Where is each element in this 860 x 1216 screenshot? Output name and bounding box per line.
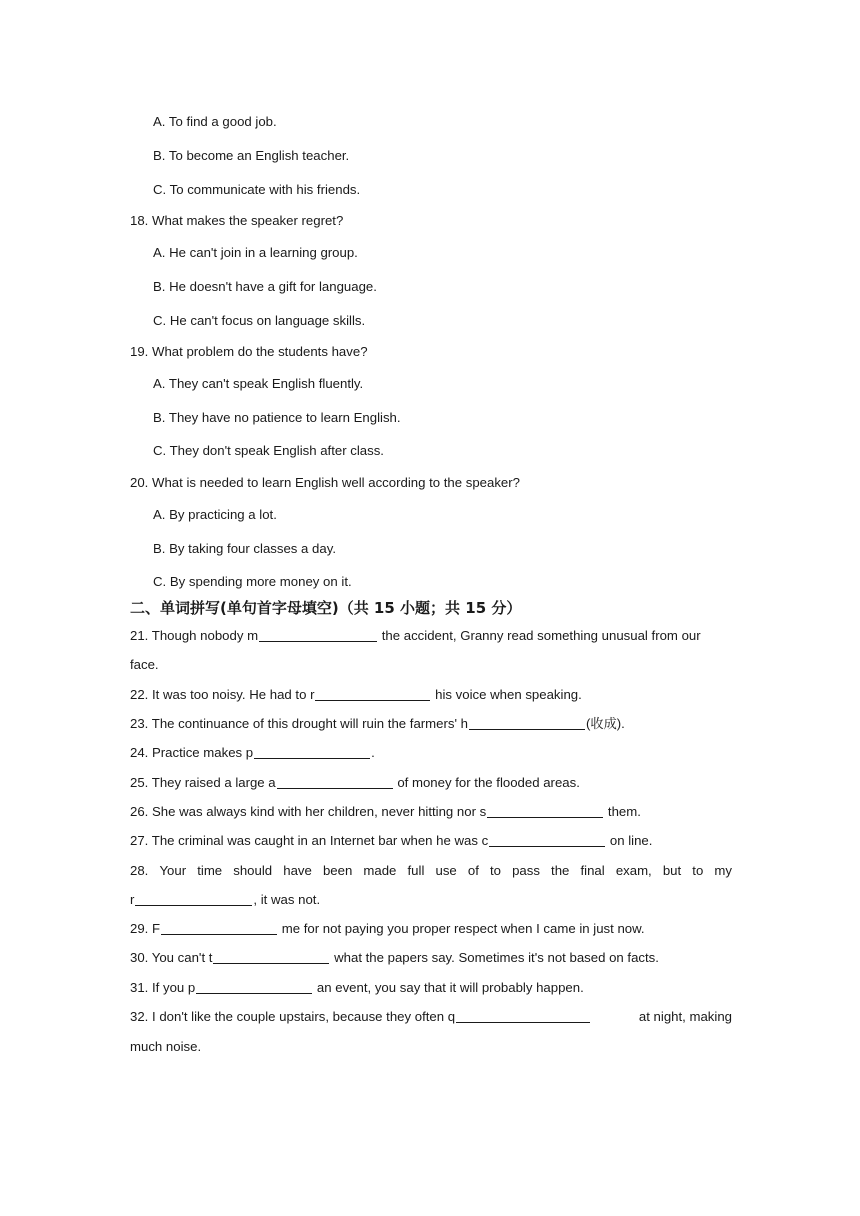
q28-word: Your	[159, 863, 187, 878]
q22-text-b: his voice when speaking.	[435, 687, 582, 702]
q25-text-b: of money for the flooded areas.	[397, 775, 580, 790]
q20-option-b: B. By taking four classes a day.	[153, 541, 337, 556]
q28-word: time	[197, 863, 223, 878]
q32-text-b: at night, making	[638, 1009, 732, 1024]
q18-question: 18. What makes the speaker regret?	[130, 213, 344, 228]
q32-part-1	[130, 1009, 591, 1025]
q32-text-a: 32. I don't like the couple upstairs, because they often q	[130, 1009, 456, 1024]
q19-question: 19. What problem do the students have?	[130, 344, 368, 359]
q28-line-2	[130, 892, 320, 908]
q20-option-c: C. By spending more money on it.	[153, 574, 352, 589]
q20-question: 20. What is needed to learn English well according to the speaker?	[130, 475, 520, 490]
q23-text-b: (收成).	[586, 716, 625, 731]
q28-word: final	[580, 863, 605, 878]
q26-text-b: them.	[607, 804, 641, 819]
q28-word: made	[363, 863, 397, 878]
q23-blank[interactable]	[469, 717, 585, 730]
q27-text-b: on line.	[609, 833, 653, 848]
q28-word: to	[692, 863, 704, 878]
q30-blank[interactable]	[213, 951, 329, 964]
q28-word: my	[714, 863, 732, 878]
q22-text-a: 22. It was too noisy. He had to r	[130, 687, 315, 702]
q21-line-1	[130, 628, 701, 644]
q19-option-a: A. They can't speak English fluently.	[153, 376, 364, 391]
q24-text-b: .	[371, 745, 375, 760]
q28-word: of	[467, 863, 479, 878]
q23-line	[130, 716, 625, 732]
q18-option-b: B. He doesn't have a gift for language.	[153, 279, 377, 294]
q29-text-b: me for not paying you proper respect when I came in just now.	[281, 921, 645, 936]
q22-blank[interactable]	[315, 688, 430, 701]
q29-text-a: 29. F	[130, 921, 161, 936]
q17-option-a: A. To find a good job.	[153, 114, 277, 129]
q28-blank[interactable]	[135, 893, 252, 906]
q18-option-a: A. He can't join in a learning group.	[153, 245, 358, 260]
q24-line	[130, 745, 375, 761]
q19-option-c: C. They don't speak English after class.	[153, 443, 384, 458]
q22-line	[130, 687, 582, 703]
q27-line	[130, 833, 652, 849]
q17-option-c: C. To communicate with his friends.	[153, 182, 361, 197]
q25-blank[interactable]	[277, 776, 393, 789]
q28-word: should	[233, 863, 273, 878]
q31-text-a: 31. If you p	[130, 980, 196, 995]
q26-blank[interactable]	[487, 805, 603, 818]
q29-blank[interactable]	[161, 922, 277, 935]
q28-word: use	[435, 863, 457, 878]
q30-text-a: 30. You can't t	[130, 950, 213, 965]
q28-word: pass	[512, 863, 540, 878]
q21-text-a: 21. Though nobody m	[130, 628, 259, 643]
q30-line	[130, 950, 659, 966]
q28-word: full	[407, 863, 425, 878]
q28-word: the	[551, 863, 570, 878]
q31-line	[130, 980, 584, 996]
q28-word: been	[322, 863, 353, 878]
q27-blank[interactable]	[489, 834, 605, 847]
q32-line-1	[130, 1009, 732, 1025]
q21-line-2: face.	[130, 657, 159, 672]
q24-text-a: 24. Practice makes p	[130, 745, 254, 760]
q28-word: 28.	[130, 863, 149, 878]
q21-text-b: the accident, Granny read something unusual from our	[381, 628, 701, 643]
q28-text-c: r	[130, 892, 135, 907]
q25-text-a: 25. They raised a large a	[130, 775, 276, 790]
q20-option-a: A. By practicing a lot.	[153, 507, 277, 522]
q21-blank[interactable]	[259, 629, 377, 642]
q25-line	[130, 775, 580, 791]
q17-option-b: B. To become an English teacher.	[153, 148, 350, 163]
q30-text-b: what the papers say. Sometimes it's not based on facts.	[334, 950, 659, 965]
q32-line-2: much noise.	[130, 1039, 202, 1054]
q26-line	[130, 804, 641, 820]
q31-blank[interactable]	[196, 981, 312, 994]
q24-blank[interactable]	[254, 746, 370, 759]
q28-word: but	[662, 863, 682, 878]
q28-text-d: , it was not.	[253, 892, 321, 907]
q18-option-c: C. He can't focus on language skills.	[153, 313, 366, 328]
q19-option-b: B. They have no patience to learn English.	[153, 410, 401, 425]
q31-text-b: an event, you say that it will probably happen.	[316, 980, 584, 995]
q23-text-a: 23. The continuance of this drought will ruin the farmers' h	[130, 716, 469, 731]
q28-word: have	[283, 863, 312, 878]
q28-line-1	[130, 863, 732, 879]
q32-blank[interactable]	[456, 1010, 590, 1023]
q28-word: exam,	[615, 863, 652, 878]
q27-text-a: 27. The criminal was caught in an Internet bar when he was c	[130, 833, 489, 848]
q26-text-a: 26. She was always kind with her children, never hitting nor s	[130, 804, 487, 819]
q29-line	[130, 921, 645, 937]
section-2-title: 二、单词拼写(单句首字母填空)（共 15 小题；共 15 分）	[130, 599, 522, 617]
q28-word: to	[489, 863, 501, 878]
